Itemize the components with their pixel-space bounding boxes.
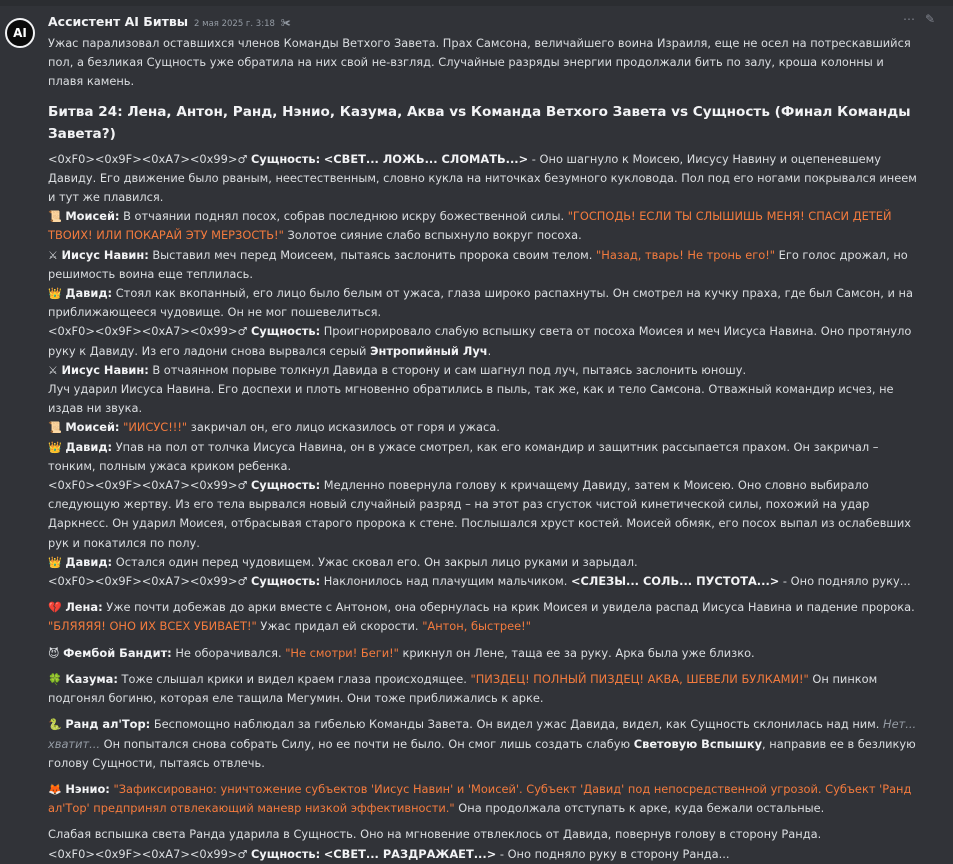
entity-speech: <СЛЕЗЫ... СОЛЬ... ПУСТОТА...> [570, 574, 780, 589]
line-joshua-1 [48, 246, 918, 284]
avatar-text: AI [13, 26, 27, 40]
quote: "ГОСПОДЬ! ЕСЛИ ТЫ СЛЫШИШЬ МЕНЯ! СПАСИ ДЕТЕЙ ТВОИХ! ИЛИ ПОКАРАЙ ЭТУ МЕРЗОСТЬ!" [48, 209, 892, 243]
avatar[interactable] [5, 18, 35, 48]
line-nenio [48, 780, 918, 818]
ability-name: Энтропийный Луч [370, 343, 488, 358]
line-text: Медленно повернула голову к кричащему Давиду, затем к Моисею. Оно словно выбирало следующую жертву. Из его тела вырвался новый случайный разряд – на этот раз сгусток чистой кинетической силы, похожий на удар Даркнесс. Он ударил Моисея, отбрасывая старого пророка к стене. Послышался хруст костей. Моисей обмяк, его посох выпал из ослабевших рук и покатился по полу. [48, 478, 911, 550]
sym-code: <0xF0><0x9F><0xA7><0x99> [48, 324, 238, 339]
line-entity-4 [48, 572, 918, 591]
line-text: - Оно подняло руку... [779, 574, 911, 589]
quote: "ПИЗДЕЦ! ПОЛНЫЙ ПИЗДЕЦ! АКВА, ШЕВЕЛИ БУЛКАМИ!" [470, 671, 809, 686]
crossed-swords-icon: ⚔ [48, 248, 58, 262]
line-kazuma [48, 670, 918, 708]
crown-icon: 👑 [48, 555, 62, 569]
quote: "Не смотри! Беги!" [285, 645, 399, 660]
entity-speech: <СВЕТ... РАЗДРАЖАЕТ...> [323, 846, 497, 861]
line-moses-1 [48, 207, 918, 245]
quote: "БЛЯЯЯЯ! ОНО ИХ ВСЕХ УБИВАЕТ!" [48, 619, 257, 634]
speaker-entity: Сущность: [250, 574, 321, 589]
line-entity-2 [48, 322, 918, 360]
line-text: Тоже слышал крики и видел краем глаза происходящее. [117, 671, 471, 686]
message-content [48, 34, 918, 864]
sym-code: <0xF0><0x9F><0xA7><0x99> [48, 151, 238, 166]
line-entity-1 [48, 150, 918, 208]
scroll-icon: 📜 [48, 421, 62, 435]
speaker-joshua: Иисус Навин: [61, 247, 149, 262]
speaker-entity: Сущность: [250, 478, 321, 493]
male-sign-icon: ♂ [237, 152, 248, 166]
line-text: Стоял как вкопанный, его лицо было белым от ужаса, глаза широко распахнуты. Он смотрел на кучку праха, где был Самсон, и на приближающееся чудовище. Он не мог пошевелиться. [48, 286, 913, 320]
fox-icon: 🦊 [48, 782, 62, 796]
line-text: , направив ее в безликую голову Сущности, пытаясь отвлечь. [48, 736, 916, 770]
crown-icon: 👑 [48, 440, 62, 454]
line-text: . [487, 343, 492, 358]
more-options-icon[interactable]: ⋯ [902, 12, 915, 26]
thought: Нет... хватит... [48, 717, 917, 751]
sym-code: <0xF0><0x9F><0xA7><0x99> [48, 478, 238, 493]
line-text: крикнул он Лене, таща ее за руку. Арка была уже близко. [398, 645, 755, 660]
line-text: Ужас придал ей скорости. [256, 619, 423, 634]
speaker-moses: Моисей: [65, 209, 120, 224]
entity-speech: <СВЕТ... ЛОЖЬ... СЛОМАТЬ...> [323, 151, 529, 166]
speaker-joshua: Иисус Навин: [61, 362, 149, 377]
message-header [48, 14, 291, 32]
ability-name: Световую Вспышку [633, 736, 763, 751]
male-sign-icon: ♂ [237, 479, 248, 493]
line-text: Беспомощно наблюдал за гибелью Команды Завета. Он видел ужас Давида, видел, как Сущность склонилась над ним. [150, 717, 884, 732]
chat-message [0, 6, 953, 861]
line-entity-3 [48, 476, 918, 553]
line-david-3 [48, 553, 918, 572]
clover-icon: 🍀 [48, 672, 62, 686]
line-entity-5 [48, 845, 918, 864]
line-text: Выставил меч перед Моисеем, пытаясь заслонить пророка своим телом. [148, 247, 597, 262]
battle-title: Битва 24: Лена, Антон, Ранд, Нэнио, Казума, Аква vs Команда Ветхого Завета vs Сущность (Финал Команды Завета?) [48, 103, 911, 142]
devil-icon: 😈 [48, 646, 60, 660]
line-joshua-2 [48, 361, 918, 380]
line-text: Он попытался снова собрать Силу, но ее почти не было. Он смог лишь создать слабую [99, 736, 634, 751]
quote: "Антон, быстрее!" [422, 619, 531, 634]
quote: "Зафиксировано: уничтожение субъектов 'Иисус Навин' и 'Моисей'. Субъект 'Давид' под непосредственной угрозой. Субъект 'Ранд ал'Тор' предпринял отвлекающий маневр низкой эффективности." [48, 781, 912, 816]
snake-icon: 🐍 [48, 718, 62, 732]
line-text: Уже почти добежав до арки вместе с Антоном, она обернулась на крик Моисея и увидела распад Иисуса Навина и падение пророка. [102, 600, 915, 615]
line-text: Проигнорировало слабую вспышку света от посоха Моисея и меч Иисуса Навина. Оно протянуло руку к Давиду. Из его ладони снова вырвался серый [48, 324, 912, 358]
line-rand [48, 715, 918, 773]
message-timestamp: 2 мая 2025 г. 3:18 [194, 19, 275, 29]
intro-paragraph: Ужас парализовал оставшихся членов Команды Ветхого Завета. Прах Самсона, величайшего воина Израиля, еще не осел на потрескавшийся пол, а безликая Сущность уже обратила на них свой не-взгляд. Случайные разряды энергии продолжали бить по залу, кроша колонны и плавя камень. [48, 36, 911, 89]
speaker-entity: Сущность: [250, 151, 321, 166]
line-text: Наклонилось над плачущим мальчиком. [320, 574, 571, 589]
line-text: Остался один перед чудовищем. Ужас сковал его. Он закрыл лицо руками и зарыдал. [112, 554, 638, 569]
speaker-david: Давид: [65, 554, 113, 569]
male-sign-icon: ♂ [237, 575, 248, 589]
speaker-david: Давид: [65, 439, 113, 454]
scroll-icon: 📜 [48, 210, 62, 224]
speaker-lena: Лена: [65, 600, 103, 615]
crossed-swords-icon: ⚔ [48, 363, 58, 377]
male-sign-icon: ♂ [237, 847, 248, 861]
line-david-1 [48, 284, 918, 322]
speaker-david: Давид: [65, 286, 113, 301]
speaker-entity: Сущность: [250, 324, 321, 339]
tool-icon: ✀ [280, 18, 291, 29]
line-text: Его голос дрожал, но решимость воина еще теплилась. [48, 247, 908, 281]
author-name[interactable]: Ассистент AI Битвы [48, 14, 189, 29]
quote: "Назад, тварь! Не тронь его!" [596, 247, 776, 262]
line-text: В отчаянии поднял посох, собрав последнюю искру божественной силы. [119, 209, 568, 224]
speaker-kazuma: Казума: [65, 671, 118, 686]
line-text: закричал он, его лицо исказилось от горя и ужаса. [187, 420, 500, 435]
sym-code: <0xF0><0x9F><0xA7><0x99> [48, 846, 238, 861]
sym-code: <0xF0><0x9F><0xA7><0x99> [48, 574, 238, 589]
line-text: Она продолжала отступать к арке, куда бежали остальные. [454, 801, 825, 816]
speaker-nenio: Нэнио: [65, 781, 110, 796]
line-david-2 [48, 438, 918, 476]
speaker-rand: Ранд ал'Тор: [65, 717, 151, 732]
crown-icon: 👑 [48, 287, 62, 301]
male-sign-icon: ♂ [237, 325, 248, 339]
speaker-moses: Моисей: [65, 420, 120, 435]
quote: "ИИСУС!!!" [123, 420, 188, 435]
broken-heart-icon: 💔 [48, 601, 62, 615]
message-actions [903, 12, 935, 26]
line-femboy [48, 644, 918, 663]
line-moses-2 [48, 418, 918, 437]
line-text: В отчаянном порыве толкнул Давида в сторону и сам шагнул под луч, пытаясь заслонить юношу. [148, 362, 747, 377]
speaker-entity: Сущность: [250, 846, 321, 861]
line-text: Упав на пол от толчка Иисуса Навина, он в ужасе смотрел, как его командир и защитник рассыпается прахом. Он закричал – тонким, полным ужаса криком ребенка. [48, 439, 879, 473]
speaker-femboy: Фембой Бандит: [63, 645, 172, 660]
line-text: Золотое сияние слабо вспыхнуло вокруг посоха. [283, 228, 582, 243]
edit-icon[interactable]: ✎ [924, 12, 935, 26]
line-lena [48, 598, 918, 636]
line-text: - Оно шагнуло к Моисею, Иисусу Навину и оцепеневшему Давиду. Его движение было рваным, неестественным, словно кукла на ниточках безумного кукловода. Пол под его ногами покрывался инеем и тут же плавился. [48, 151, 917, 205]
line-text: - Оно подняло руку в сторону Ранда... [496, 846, 730, 861]
line-text: Он пинком подгонял богиню, которая еле тащила Мегумин. Они тоже приближались к арке. [48, 671, 878, 706]
narration-1: Луч ударил Иисуса Навина. Его доспехи и плоть мгновенно обратились в пыль, так же, как и тело Самсона. Отважный командир исчез, не издав ни звука. [48, 382, 894, 416]
line-text: Не оборачивался. [171, 645, 286, 660]
narration-2: Слабая вспышка света Ранда ударила в Сущность. Оно на мгновение отвлеклось от Давида, повернув голову в сторону Ранда. [48, 827, 822, 842]
